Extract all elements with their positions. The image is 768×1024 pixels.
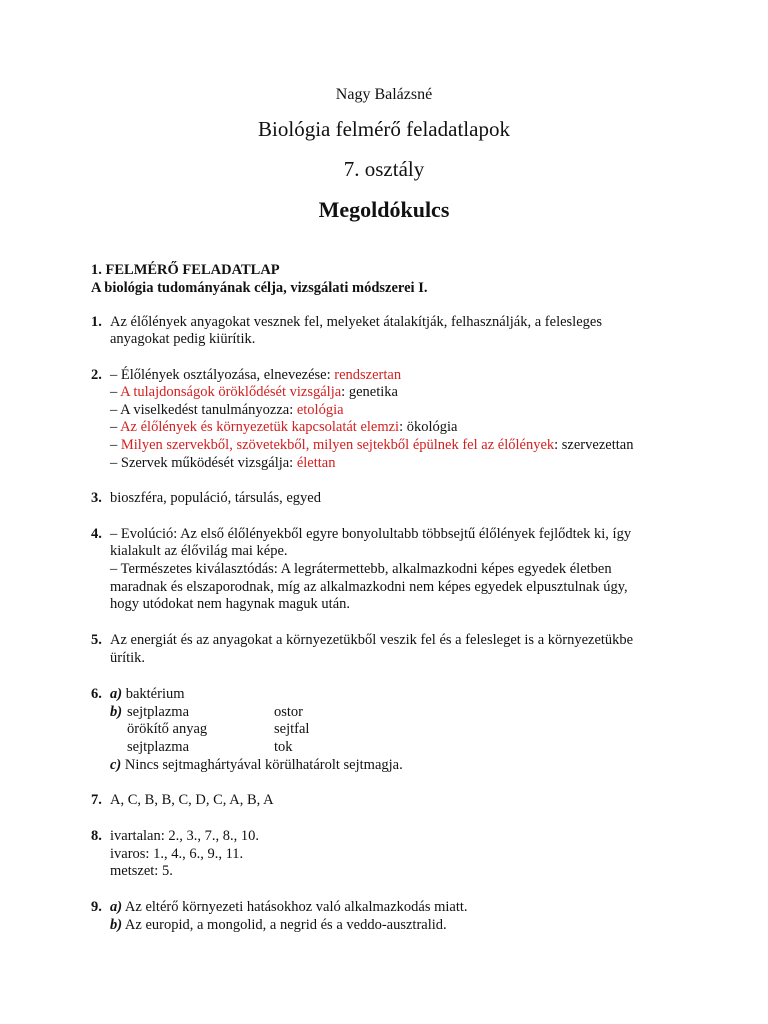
q6-a-label: a) <box>110 686 123 702</box>
q4-line-4: maradnak és elszaporodnak, míg az alkalmazkodni nem képes egyedek elpusztulnak úgy, <box>110 579 628 595</box>
q6-row-3-right: tok <box>274 739 293 755</box>
q9-a-label: a) <box>110 899 123 915</box>
q6-row-1-right: ostor <box>274 704 303 720</box>
q2-row-6 <box>110 455 336 472</box>
question-number-9: 9. <box>91 899 102 915</box>
q6-row-3-left: sejtplazma <box>127 739 190 755</box>
q2-row-3-text: – A viselkedést tanulmányozza: <box>110 402 297 418</box>
grade-label: 7. osztály <box>343 157 425 181</box>
question-number-7: 7. <box>91 792 102 808</box>
q7-answer: A, C, B, B, C, D, C, A, B, A <box>110 792 274 808</box>
question-number-2: 2. <box>91 367 102 383</box>
q9-b-label: b) <box>110 917 123 933</box>
q2-row-4-answer: Az élőlények és környezetük kapcsolatát elemzi <box>120 419 400 435</box>
section-subheading: A biológia tudományának célja, vizsgálati módszerei I. <box>91 280 428 296</box>
q1-line-1: Az élőlények anyagokat vesznek fel, melyeket átalakítják, felhasználják, a felesleges <box>110 314 602 330</box>
q2-row-5-text: : szervezettan <box>554 437 634 453</box>
q2-row-1-text: – Élőlények osztályozása, elnevezése: <box>110 367 335 383</box>
q9-b-text: Az europid, a mongolid, a negrid és a veddo-ausztralid. <box>122 917 447 933</box>
q6-a-text: baktérium <box>122 686 185 702</box>
question-number-3: 3. <box>91 490 102 506</box>
q2-row-6-text: – Szervek működését vizsgálja: <box>110 455 297 471</box>
q2-row-4-text: : ökológia <box>399 419 458 435</box>
q9-b <box>110 917 447 934</box>
q6-row-2-left: örökítő anyag <box>127 721 208 737</box>
q6-a <box>110 686 185 703</box>
answer-key-heading: Megoldókulcs <box>318 197 450 222</box>
q2-row-3 <box>110 402 344 419</box>
q2-row-2-answer: A tulajdonságok öröklődését vizsgálja <box>120 384 342 400</box>
question-number-8: 8. <box>91 828 102 844</box>
q4-line-1: – Evolúció: Az első élőlényekből egyre bonyolultabb többsejtű élőlények fejlődtek ki, így <box>110 526 632 542</box>
question-number-1: 1. <box>91 314 102 330</box>
q5-line-2: ürítik. <box>110 650 146 666</box>
q2-row-2 <box>110 384 398 401</box>
q8-line-3: metszet: 5. <box>110 863 173 879</box>
q4-line-2: kialakult az élővilág mai képe. <box>110 543 288 559</box>
q2-row-5 <box>110 437 633 454</box>
q6-c-text: Nincs sejtmaghártyával körülhatárolt sejtmagja. <box>121 757 403 773</box>
q8-line-1: ivartalan: 2., 3., 7., 8., 10. <box>110 828 260 844</box>
q6-c <box>110 757 403 774</box>
q6-b-label: b) <box>110 704 123 720</box>
document-title: Biológia felmérő feladatlapok <box>258 117 510 141</box>
author: Nagy Balázsné <box>335 86 433 103</box>
q2-row-6-answer: élettan <box>296 455 336 471</box>
q2-row-5-dash: – <box>110 437 121 453</box>
question-number-4: 4. <box>91 526 102 542</box>
q8-line-2: ivaros: 1., 4., 6., 9., 11. <box>110 846 244 862</box>
q2-row-2-text: : genetika <box>341 384 398 400</box>
q6-row-1-left: sejtplazma <box>127 704 190 720</box>
q2-row-4-dash: – <box>110 419 121 435</box>
q2-row-1 <box>110 367 401 384</box>
q3-answer: bioszféra, populáció, társulás, egyed <box>110 490 321 506</box>
q9-a <box>110 899 468 916</box>
q4-line-3: – Természetes kiválasztódás: A legrátermettebb, alkalmazkodni képes egyedek életben <box>110 561 612 577</box>
section-heading: 1. FELMÉRŐ FELADATLAP <box>91 262 280 278</box>
q2-row-3-answer: etológia <box>296 402 344 418</box>
q9-a-text: Az eltérő környezeti hatásokhoz való alkalmazkodás miatt. <box>122 899 468 915</box>
question-number-6: 6. <box>91 686 102 702</box>
q2-row-5-answer: Milyen szervekből, szövetekből, milyen sejtekből épülnek fel az élőlények <box>120 437 555 453</box>
q6-c-label: c) <box>110 757 122 773</box>
q1-line-2: anyagokat pedig kiürítik. <box>110 331 256 347</box>
q2-row-2-dash: – <box>110 384 121 400</box>
q4-line-5: hogy utódokat nem hagynak maguk után. <box>110 596 351 612</box>
q5-line-1: Az energiát és az anyagokat a környezetükből veszik fel és a felesleget is a környezetükbe <box>110 632 634 648</box>
q6-row-2-right: sejtfal <box>274 721 310 737</box>
question-number-5: 5. <box>91 632 102 648</box>
q2-row-1-answer: rendszertan <box>334 367 402 383</box>
q2-row-4 <box>110 419 458 436</box>
